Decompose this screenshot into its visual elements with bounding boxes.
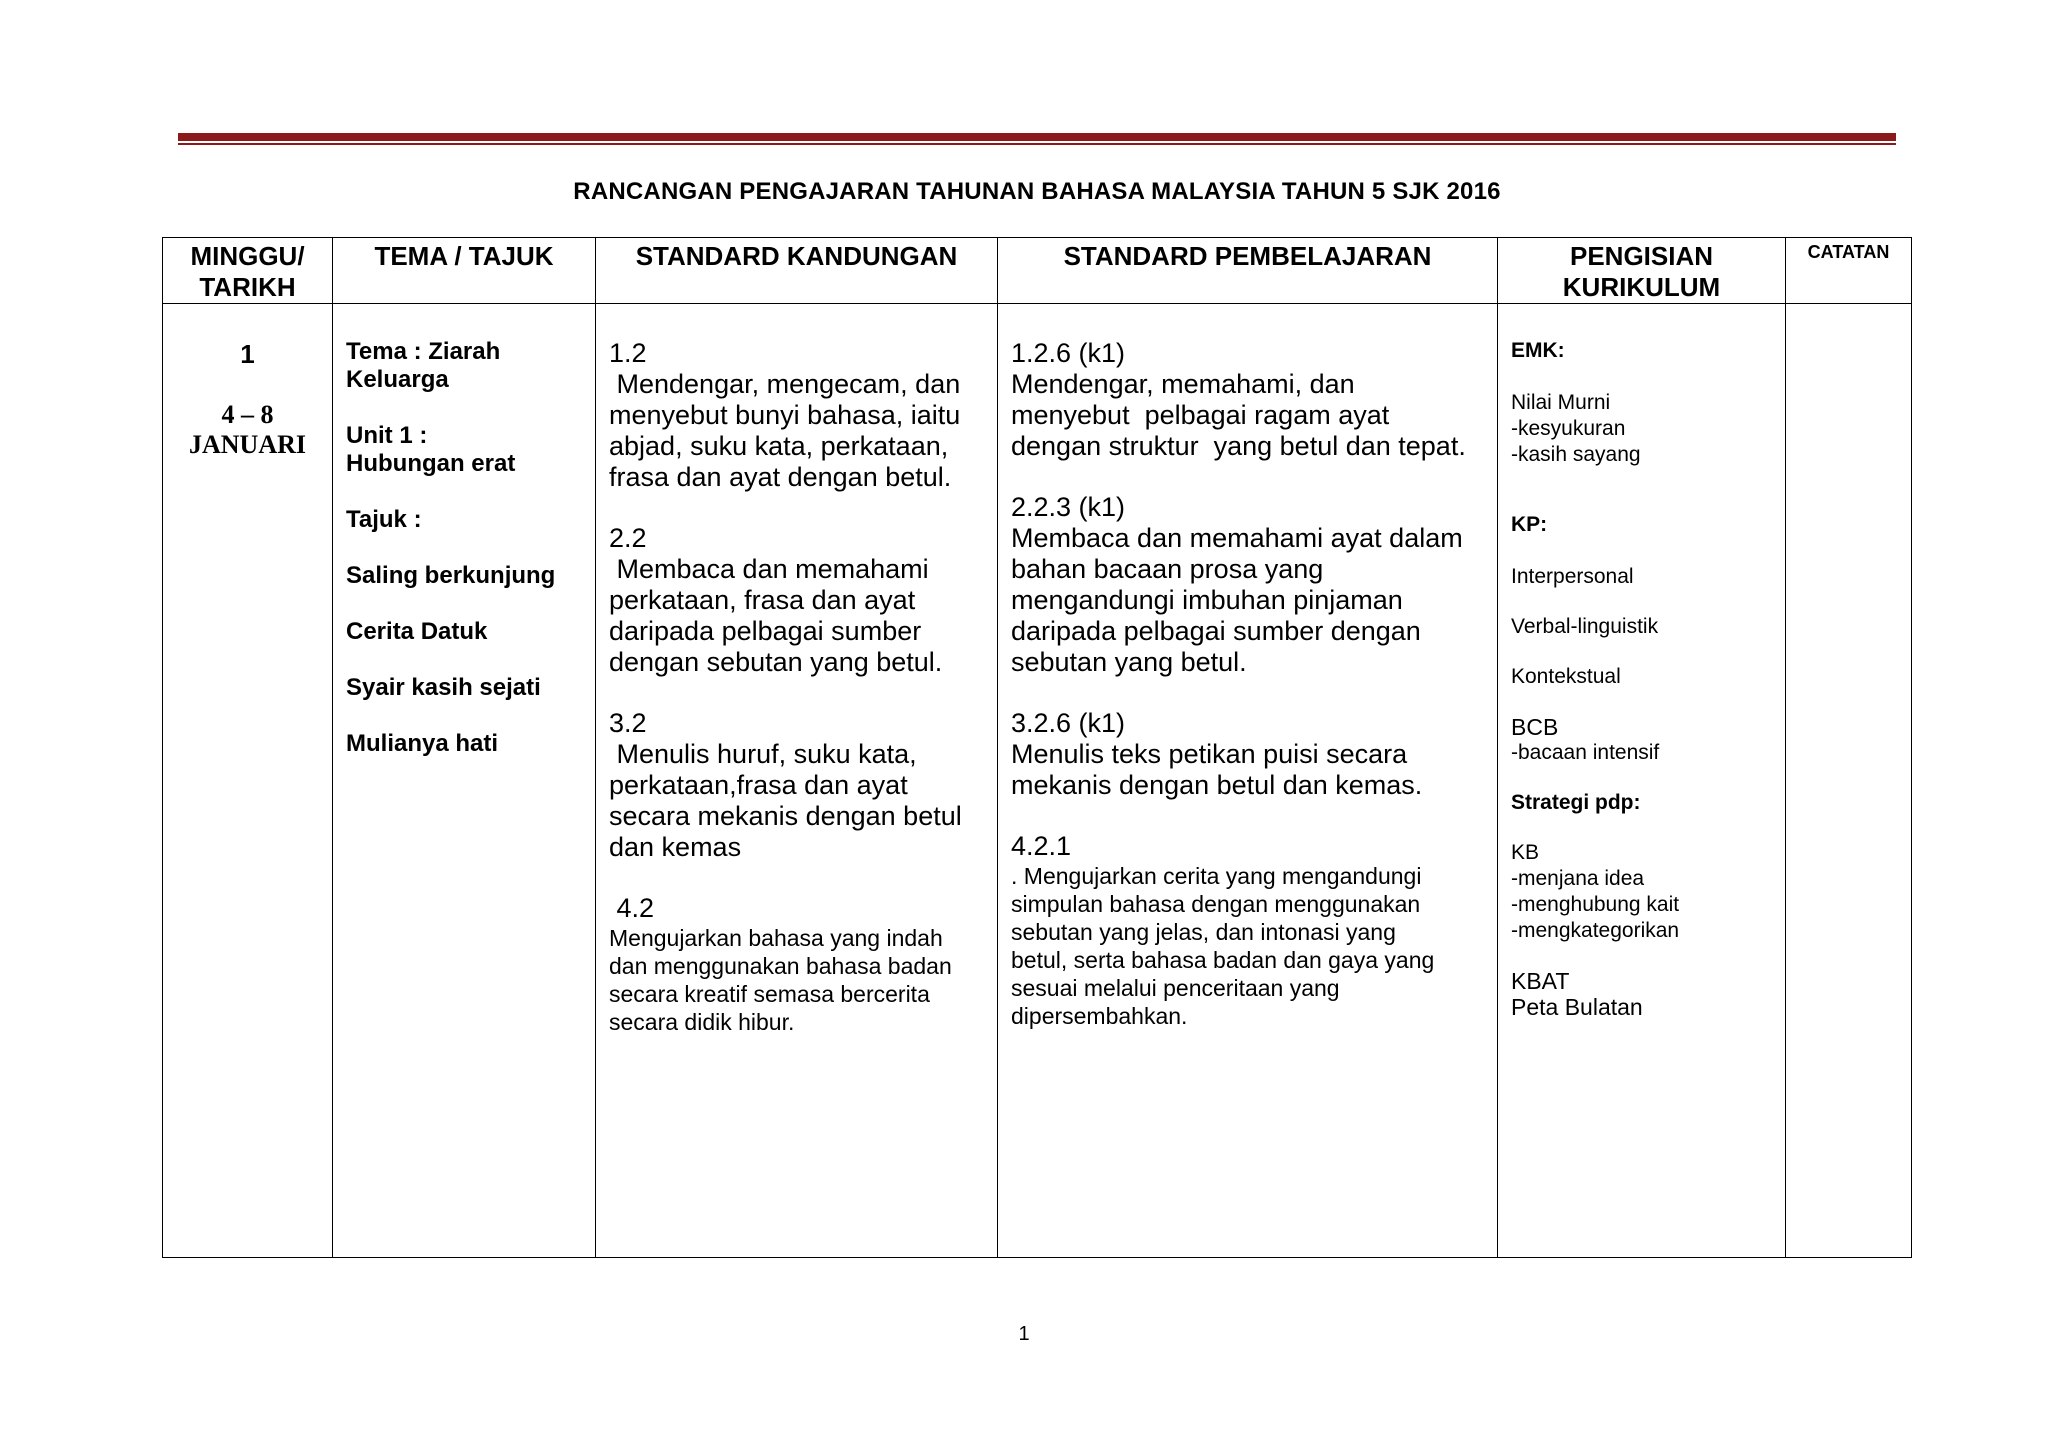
kp-item: Verbal-linguistik bbox=[1511, 615, 1659, 638]
bcb-label: BCB bbox=[1511, 714, 1559, 740]
emk-item: Nilai Murni bbox=[1511, 391, 1611, 414]
sp-code: 1.2.6 (k1) bbox=[1011, 338, 1126, 368]
header-tarikh: TARIKH bbox=[199, 272, 296, 302]
tema-line: Tema : Ziarah bbox=[346, 338, 501, 365]
date-month: JANUARI bbox=[189, 430, 306, 459]
sk-code: 4.2 bbox=[609, 893, 655, 923]
page-number: 1 bbox=[1018, 1323, 1030, 1345]
sk-line: frasa dan ayat dengan betul. bbox=[609, 462, 952, 492]
sp-line: simpulan bahasa dengan menggunakan bbox=[1011, 891, 1421, 917]
kp-item: Kontekstual bbox=[1511, 665, 1621, 688]
header-standard-pembelajaran: STANDARD PEMBELAJARAN bbox=[998, 238, 1498, 304]
sp-line: mekanis dengan betul dan kemas. bbox=[1011, 770, 1423, 800]
topic-item: Saling berkunjung bbox=[346, 562, 556, 589]
header-minggu-tarikh bbox=[163, 238, 333, 304]
header-tema-tajuk: TEMA / TAJUK bbox=[333, 238, 596, 304]
sk-code: 1.2 bbox=[609, 338, 647, 368]
unit-line: Unit 1 : bbox=[346, 422, 428, 449]
emk-item: -kasih sayang bbox=[1511, 443, 1641, 466]
sk-line: secara didik hibur. bbox=[609, 1009, 795, 1035]
strategi-label: Strategi pdp: bbox=[1511, 791, 1641, 814]
header-kurikulum: KURIKULUM bbox=[1562, 272, 1721, 302]
bcb-item: -bacaan intensif bbox=[1511, 741, 1660, 764]
header-standard-kandungan: STANDARD KANDUNGAN bbox=[596, 238, 998, 304]
sp-code: 2.2.3 (k1) bbox=[1011, 492, 1126, 522]
week-date bbox=[163, 400, 332, 460]
kb-label: KB bbox=[1511, 841, 1540, 864]
kb-item: -menjana idea bbox=[1511, 867, 1645, 890]
kb-item: -mengkategorikan bbox=[1511, 919, 1680, 942]
sk-line: secara mekanis dengan betul bbox=[609, 801, 962, 831]
pengisian-kurikulum-cell bbox=[1498, 304, 1786, 1258]
sk-line: abjad, suku kata, perkataan, bbox=[609, 431, 949, 461]
lesson-plan-table bbox=[162, 237, 1912, 1258]
sp-line: sebutan yang jelas, dan intonasi yang bbox=[1011, 919, 1396, 945]
table-row bbox=[163, 304, 1912, 1258]
sp-line: sesuai melalui penceritaan yang bbox=[1011, 975, 1340, 1001]
sk-line: daripada pelbagai sumber bbox=[609, 616, 922, 646]
topic-item: Cerita Datuk bbox=[346, 618, 488, 645]
table-header-row bbox=[163, 238, 1912, 304]
tema-cell bbox=[333, 304, 596, 1258]
header-catatan: CATATAN bbox=[1786, 238, 1912, 304]
sp-line: bahan bacaan prosa yang bbox=[1011, 554, 1324, 584]
header-rule-thick bbox=[178, 133, 1896, 141]
sk-line: menyebut bunyi bahasa, iaitu bbox=[609, 400, 961, 430]
standard-kandungan-cell bbox=[596, 304, 998, 1258]
topic-item: Syair kasih sejati bbox=[346, 674, 541, 701]
tema-line: Keluarga bbox=[346, 366, 449, 393]
kp-label: KP: bbox=[1511, 513, 1548, 536]
week-cell bbox=[163, 304, 333, 1258]
sp-line: mengandungi imbuhan pinjaman bbox=[1011, 585, 1403, 615]
catatan-cell bbox=[1786, 304, 1912, 1258]
sk-line: secara kreatif semasa bercerita bbox=[609, 981, 930, 1007]
sk-line: dan menggunakan bahasa badan bbox=[609, 953, 952, 979]
header-pengisian: PENGISIAN bbox=[1569, 241, 1714, 271]
date-range: 4 – 8 bbox=[221, 400, 274, 429]
tajuk-label: Tajuk : bbox=[346, 506, 422, 533]
sp-line: betul, serta bahasa badan dan gaya yang bbox=[1011, 947, 1435, 973]
kbat-label: KBAT bbox=[1511, 968, 1570, 994]
sk-line: perkataan, frasa dan ayat bbox=[609, 585, 916, 615]
sk-line: Mendengar, mengecam, dan bbox=[609, 369, 961, 399]
standard-pembelajaran-cell bbox=[998, 304, 1498, 1258]
sp-line: Membaca dan memahami ayat dalam bbox=[1011, 523, 1463, 553]
kb-item: -menghubung kait bbox=[1511, 893, 1680, 916]
emk-label: EMK: bbox=[1511, 339, 1565, 362]
sp-code: 3.2.6 (k1) bbox=[1011, 708, 1126, 738]
sk-code: 3.2 bbox=[609, 708, 647, 738]
week-number: 1 bbox=[240, 339, 255, 369]
kp-item: Interpersonal bbox=[1511, 565, 1634, 588]
sp-code: 4.2.1 bbox=[1011, 831, 1072, 861]
kbat-item: Peta Bulatan bbox=[1511, 994, 1643, 1020]
unit-line: Hubungan erat bbox=[346, 450, 516, 477]
sk-line: perkataan,frasa dan ayat bbox=[609, 770, 908, 800]
sp-line: . Mengujarkan cerita yang mengandungi bbox=[1011, 863, 1422, 889]
emk-item: -kesyukuran bbox=[1511, 417, 1626, 440]
sk-line: Menulis huruf, suku kata, bbox=[609, 739, 917, 769]
header-rule-thin bbox=[178, 143, 1896, 145]
sk-code: 2.2 bbox=[609, 523, 647, 553]
topic-item: Mulianya hati bbox=[346, 730, 499, 757]
sp-line: daripada pelbagai sumber dengan bbox=[1011, 616, 1421, 646]
sk-line: dengan sebutan yang betul. bbox=[609, 647, 943, 677]
sk-line: Membaca dan memahami bbox=[609, 554, 929, 584]
header-pengisian-kurikulum bbox=[1498, 238, 1786, 304]
sp-line: sebutan yang betul. bbox=[1011, 647, 1247, 677]
sp-line: Mendengar, memahami, dan bbox=[1011, 369, 1355, 399]
sk-line: dan kemas bbox=[609, 832, 742, 862]
header-minggu: MINGGU/ bbox=[190, 241, 305, 271]
sk-line: Mengujarkan bahasa yang indah bbox=[609, 925, 943, 951]
document-title: RANCANGAN PENGAJARAN TAHUNAN BAHASA MALAYSIA TAHUN 5 SJK 2016 bbox=[573, 178, 1501, 205]
sp-line: menyebut pelbagai ragam ayat bbox=[1011, 400, 1390, 430]
sp-line: Menulis teks petikan puisi secara bbox=[1011, 739, 1408, 769]
sp-line: dengan struktur yang betul dan tepat. bbox=[1011, 431, 1466, 461]
sp-line: dipersembahkan. bbox=[1011, 1003, 1188, 1029]
